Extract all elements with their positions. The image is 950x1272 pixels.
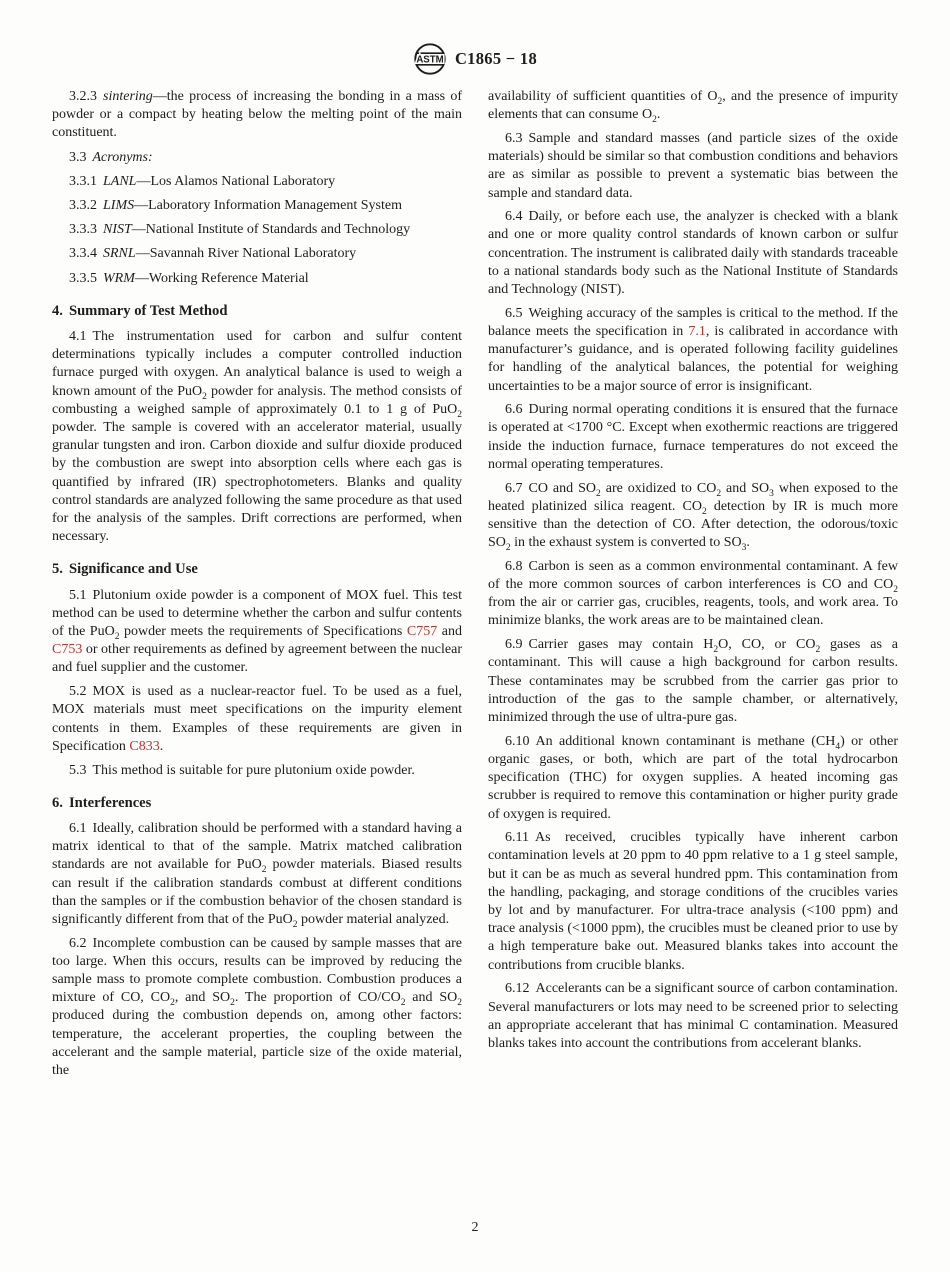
text-run: During normal operating conditions it is ensured that the furnace is operated at <1700 °C. Except when exothermic reactions are triggered inside the induction furnace, furnace temperatures do not exceed the normal operating temperatures.: [488, 402, 898, 472]
subscript-text: 2: [701, 506, 707, 517]
text-run: MOX is used as a nuclear-reactor fuel. To be used as a fuel, MOX materials must meet specifications on the impurity element contents in them. Examples of these requirements are given in Specification: [52, 684, 462, 754]
subscript-text: 2: [202, 391, 207, 402]
text-run: —Working Reference Material: [134, 270, 309, 286]
section-number: 5.: [52, 561, 63, 578]
text-run: are oxidized to CO: [600, 480, 717, 496]
text-run: This method is suitable for pure plutonium oxide powder.: [92, 762, 415, 778]
section-number: 3.3: [69, 149, 87, 165]
text-run: —Laboratory Information Management System: [134, 198, 402, 214]
text-run: Incomplete combustion can be caused by sample masses that are too large. When this occurs, results can be improved by reducing the sample mass to promote complete combustion. Combustion produces a mixture of CO, CO: [52, 935, 462, 1006]
section-number: 6.10: [505, 733, 530, 749]
text-run: —the process of increasing the bonding in a mass of powder or a compact by heating below the melting point of the main constituent.: [52, 89, 462, 141]
paragraph: [52, 683, 462, 756]
text-run: —Los Alamos National Laboratory: [136, 173, 336, 189]
subscript-text: 3: [769, 488, 774, 499]
definition-item: [52, 245, 462, 263]
text-run: O, CO, or CO: [718, 637, 816, 653]
paragraph: [488, 636, 898, 727]
document-number: C1865 − 18: [454, 49, 538, 68]
subscript-text: 2: [596, 488, 601, 499]
left-column: [52, 88, 462, 1086]
text-run: NIST: [103, 222, 132, 238]
paragraph: [488, 733, 898, 824]
text-run: , is calibrated in accordance with manufacturer’s guidance, and is operated following facility guidelines for handling of the analytical balances, the potential for weighing uncertainties to be a major source of error is insignificant.: [488, 323, 899, 394]
paragraph: [488, 305, 898, 396]
text-run: Accelerants can be a significant source of carbon contamination. Several manufacturers or lots may need to be screened prior to selecting an appropriate accelerant that has minimal C contamination. Measured blanks takes into account the contributions from accelerant blanks.: [488, 981, 898, 1051]
subscript-text: 2: [230, 998, 235, 1009]
text-run: powder material analyzed.: [297, 911, 450, 927]
paragraph: [488, 980, 898, 1053]
section-number: 6.5: [505, 305, 523, 321]
subscript-text: 2: [457, 998, 462, 1009]
text-run: Interferences: [68, 794, 152, 811]
section-number: 6.6: [505, 402, 523, 418]
section-number: 6.2: [69, 935, 87, 951]
text-run: .: [656, 107, 661, 123]
text-run: , and SO: [174, 990, 231, 1006]
text-run: —National Institute of Standards and Technology: [131, 222, 411, 238]
subscript-text: 2: [815, 644, 821, 655]
page-number: 2: [471, 1220, 479, 1235]
paragraph: [488, 88, 898, 124]
astm-logo-text: ASTM: [416, 54, 444, 66]
definition-item: [52, 270, 462, 288]
section-number: 3.3.4: [69, 246, 97, 262]
subscript-text: 2: [292, 919, 298, 930]
text-run: availability of sufficient quantities of O: [488, 89, 718, 104]
page-footer: [0, 1220, 950, 1236]
text-run: An additional known contaminant is methane (CH: [535, 733, 836, 749]
text-run: produced during the combustion depends on, among other factors: temperature, the accelerant properties, the coupling between the accelerant and the sample material, particle size of the oxide material, the: [52, 1008, 462, 1079]
subscript-text: 2: [400, 998, 406, 1009]
page-header: [0, 0, 950, 76]
definition-item: [52, 173, 462, 191]
paragraph: [488, 208, 898, 299]
text-run: powder materials. Biased results can result if the calibration standards combust at different conditions than the samples or if the combustion behavior of the chosen standard is significantly different from that of the PuO: [52, 857, 463, 927]
text-run: Plutonium oxide powder is a component of MOX fuel. This test method can be used to determine whether the carbon and sulfur contents of the PuO: [52, 587, 462, 640]
text-run: ) or other organic gases, or both, which are part of the total hydrocarbon specification (THC) for oxygen supplies. A heated incoming gas scrubber is required to remove this contamination or higher purity grade of oxygen is required.: [488, 733, 898, 822]
section-number: 3.3.5: [69, 270, 97, 286]
subscript-text: 3: [741, 542, 747, 553]
subscript-text: 2: [170, 998, 175, 1009]
section-number: 4.1: [69, 329, 87, 345]
section-heading: [52, 302, 462, 320]
astm-logo: [413, 42, 447, 76]
text-run: WRM: [103, 270, 135, 286]
text-run: Acronyms:: [92, 149, 153, 165]
subscript-text: 2: [261, 865, 267, 876]
document-body: [0, 76, 950, 1086]
paragraph: [52, 935, 462, 1081]
reference-link[interactable]: 7.1: [688, 323, 706, 339]
text-run: .: [746, 535, 750, 551]
reference-link[interactable]: C833: [129, 738, 160, 754]
section-heading: [52, 560, 462, 578]
text-run: Sample and standard masses (and particle sizes of the oxide materials) should be similar so that combustion conditions and behaviors are as similar as possible to prevent a systematic bias between the sample and standard data.: [488, 130, 898, 201]
text-run: and: [437, 624, 462, 640]
subscript-text: 2: [893, 584, 898, 595]
section-number: 6.7: [505, 480, 523, 496]
text-run: and SO: [405, 990, 458, 1006]
section-number: 6.: [52, 794, 63, 811]
text-run: The instrumentation used for carbon and sulfur content determinations typically includes a computer controlled induction furnace purged with oxygen. An analytical balance is used to weigh a known amount of the PuO: [52, 329, 462, 399]
reference-link[interactable]: C753: [52, 642, 83, 658]
text-run: or other requirements as defined by agreement between the nuclear and fuel supplier and the customer.: [52, 642, 462, 676]
subscript-text: 2: [457, 409, 462, 420]
section-number: 6.1: [69, 820, 87, 836]
text-run: , and the presence of impurity elements that can consume O: [488, 89, 899, 123]
paragraph: [52, 328, 462, 546]
section-number: 6.8: [505, 558, 523, 574]
paragraph: [52, 587, 462, 678]
definition-item: [52, 221, 462, 239]
subscript-text: 2: [505, 542, 511, 553]
definition-item: [52, 197, 462, 215]
text-run: Daily, or before each use, the analyzer is checked with a blank and one or more quality control standards of known carbon or sulfur concentration. The instrument is calibrated daily with standards traceable to a national standards body such as the National Institute of Standards and Technology (NIST).: [488, 209, 898, 298]
paragraph: [488, 829, 898, 975]
text-run: SRNL: [103, 246, 136, 262]
text-run: —Savannah River National Laboratory: [135, 246, 357, 262]
section-number: 6.9: [505, 637, 523, 653]
section-number: 6.3: [505, 130, 523, 146]
paragraph: [52, 762, 462, 780]
section-heading: [52, 794, 462, 812]
text-run: LANL: [103, 173, 137, 189]
paragraph: [52, 820, 462, 929]
text-run: from the air or carrier gas, crucibles, reagents, tools, and work area. To minimize blanks, the work areas are to be maintained clean.: [488, 595, 898, 629]
section-number: 6.4: [505, 209, 523, 225]
section-number: 6.12: [505, 981, 530, 997]
paragraph: [52, 88, 462, 143]
text-run: powder meets the requirements of Specifications: [119, 624, 407, 640]
text-run: powder. The sample is covered with an accelerator material, usually granular tungsten and iron. Carbon dioxide and sulfur dioxide produced by the combustion are swept into absorption cells where each gas is quantified by infrared (IR) spectrophotometers. Blanks and quality control standards are analyzed following the same procedure as that used for the analysis of the samples. Drift corrections are performed, when necessary.: [52, 420, 462, 545]
text-run: Significance and Use: [68, 561, 198, 578]
text-run: .: [159, 738, 164, 754]
subscript-text: 2: [713, 644, 719, 655]
section-number: 5.2: [69, 684, 87, 700]
text-run: gases as a contaminant. This will cause a high background for carbon results. These contaminates may be scrubbed from the carrier gas prior to introduction of the gas to the sample chamber, or alternatively, minimized through the use of ultra-pure gas.: [488, 637, 899, 725]
section-number: 3.2.3: [69, 89, 97, 104]
text-run: sintering: [103, 89, 153, 104]
right-column: [488, 88, 898, 1086]
paragraph: [488, 401, 898, 474]
definition-item: [52, 149, 462, 167]
text-run: powder for analysis. The method consists of combusting a weighed sample of approximately 0.1 to 1 g of PuO: [52, 383, 463, 417]
subscript-text: 4: [835, 741, 841, 752]
section-number: 6.11: [505, 830, 529, 846]
subscript-text: 2: [716, 488, 722, 499]
subscript-text: 2: [652, 115, 657, 125]
text-run: . The proportion of CO/CO: [234, 990, 401, 1006]
text-run: Ideally, calibration should be performed with a standard having a matrix identical to that of the sample. Matrix matched calibration standards are not available for PuO: [52, 820, 462, 873]
text-run: in the exhaust system is converted to SO: [510, 535, 742, 551]
paragraph: [488, 130, 898, 203]
text-run: Weighing accuracy of the samples is critical to the method. If the balance meets the specification in: [488, 305, 898, 339]
text-run: Summary of Test Method: [68, 302, 228, 319]
text-run: when exposed to the heated platinized silica reagent. CO: [488, 480, 898, 514]
section-number: 5.3: [69, 762, 87, 778]
paragraph: [488, 558, 898, 631]
section-number: 3.3.1: [69, 173, 97, 189]
text-run: and SO: [721, 480, 770, 496]
section-number: 3.3.2: [69, 198, 97, 214]
paragraph: [488, 480, 898, 553]
section-number: 5.1: [69, 587, 87, 603]
text-run: CO and SO: [528, 480, 597, 496]
subscript-text: 2: [717, 96, 723, 107]
section-number: 4.: [52, 302, 63, 319]
subscript-text: 2: [114, 631, 120, 642]
section-number: 3.3.3: [69, 222, 97, 238]
text-run: LIMS: [103, 198, 135, 214]
text-run: Carbon is seen as a common environmental contaminant. A few of the more common sources of carbon interferences is CO and CO: [488, 558, 898, 593]
text-run: detection by IR is much more sensitive than the detection of CO. After detection, the odorous/toxic SO: [488, 498, 898, 551]
reference-link[interactable]: C757: [406, 624, 438, 640]
text-run: As received, crucibles typically have inherent carbon contamination levels at 20 ppm to 40 ppm relative to a 1 g steel sample, but it can be as much as several hundred ppm. This contamination from the handling, packaging, and storage conditions of the crucibles varies by lot and by manufacturer. For ultra-trace analysis (<100 ppm) and trace analysis (<1000 ppm), the crucibles must be cleaned prior to use by a high temperature bake out. Measured blanks takes into account the contributions from crucible blanks.: [488, 830, 898, 973]
text-run: Carrier gases may contain H: [528, 637, 714, 653]
